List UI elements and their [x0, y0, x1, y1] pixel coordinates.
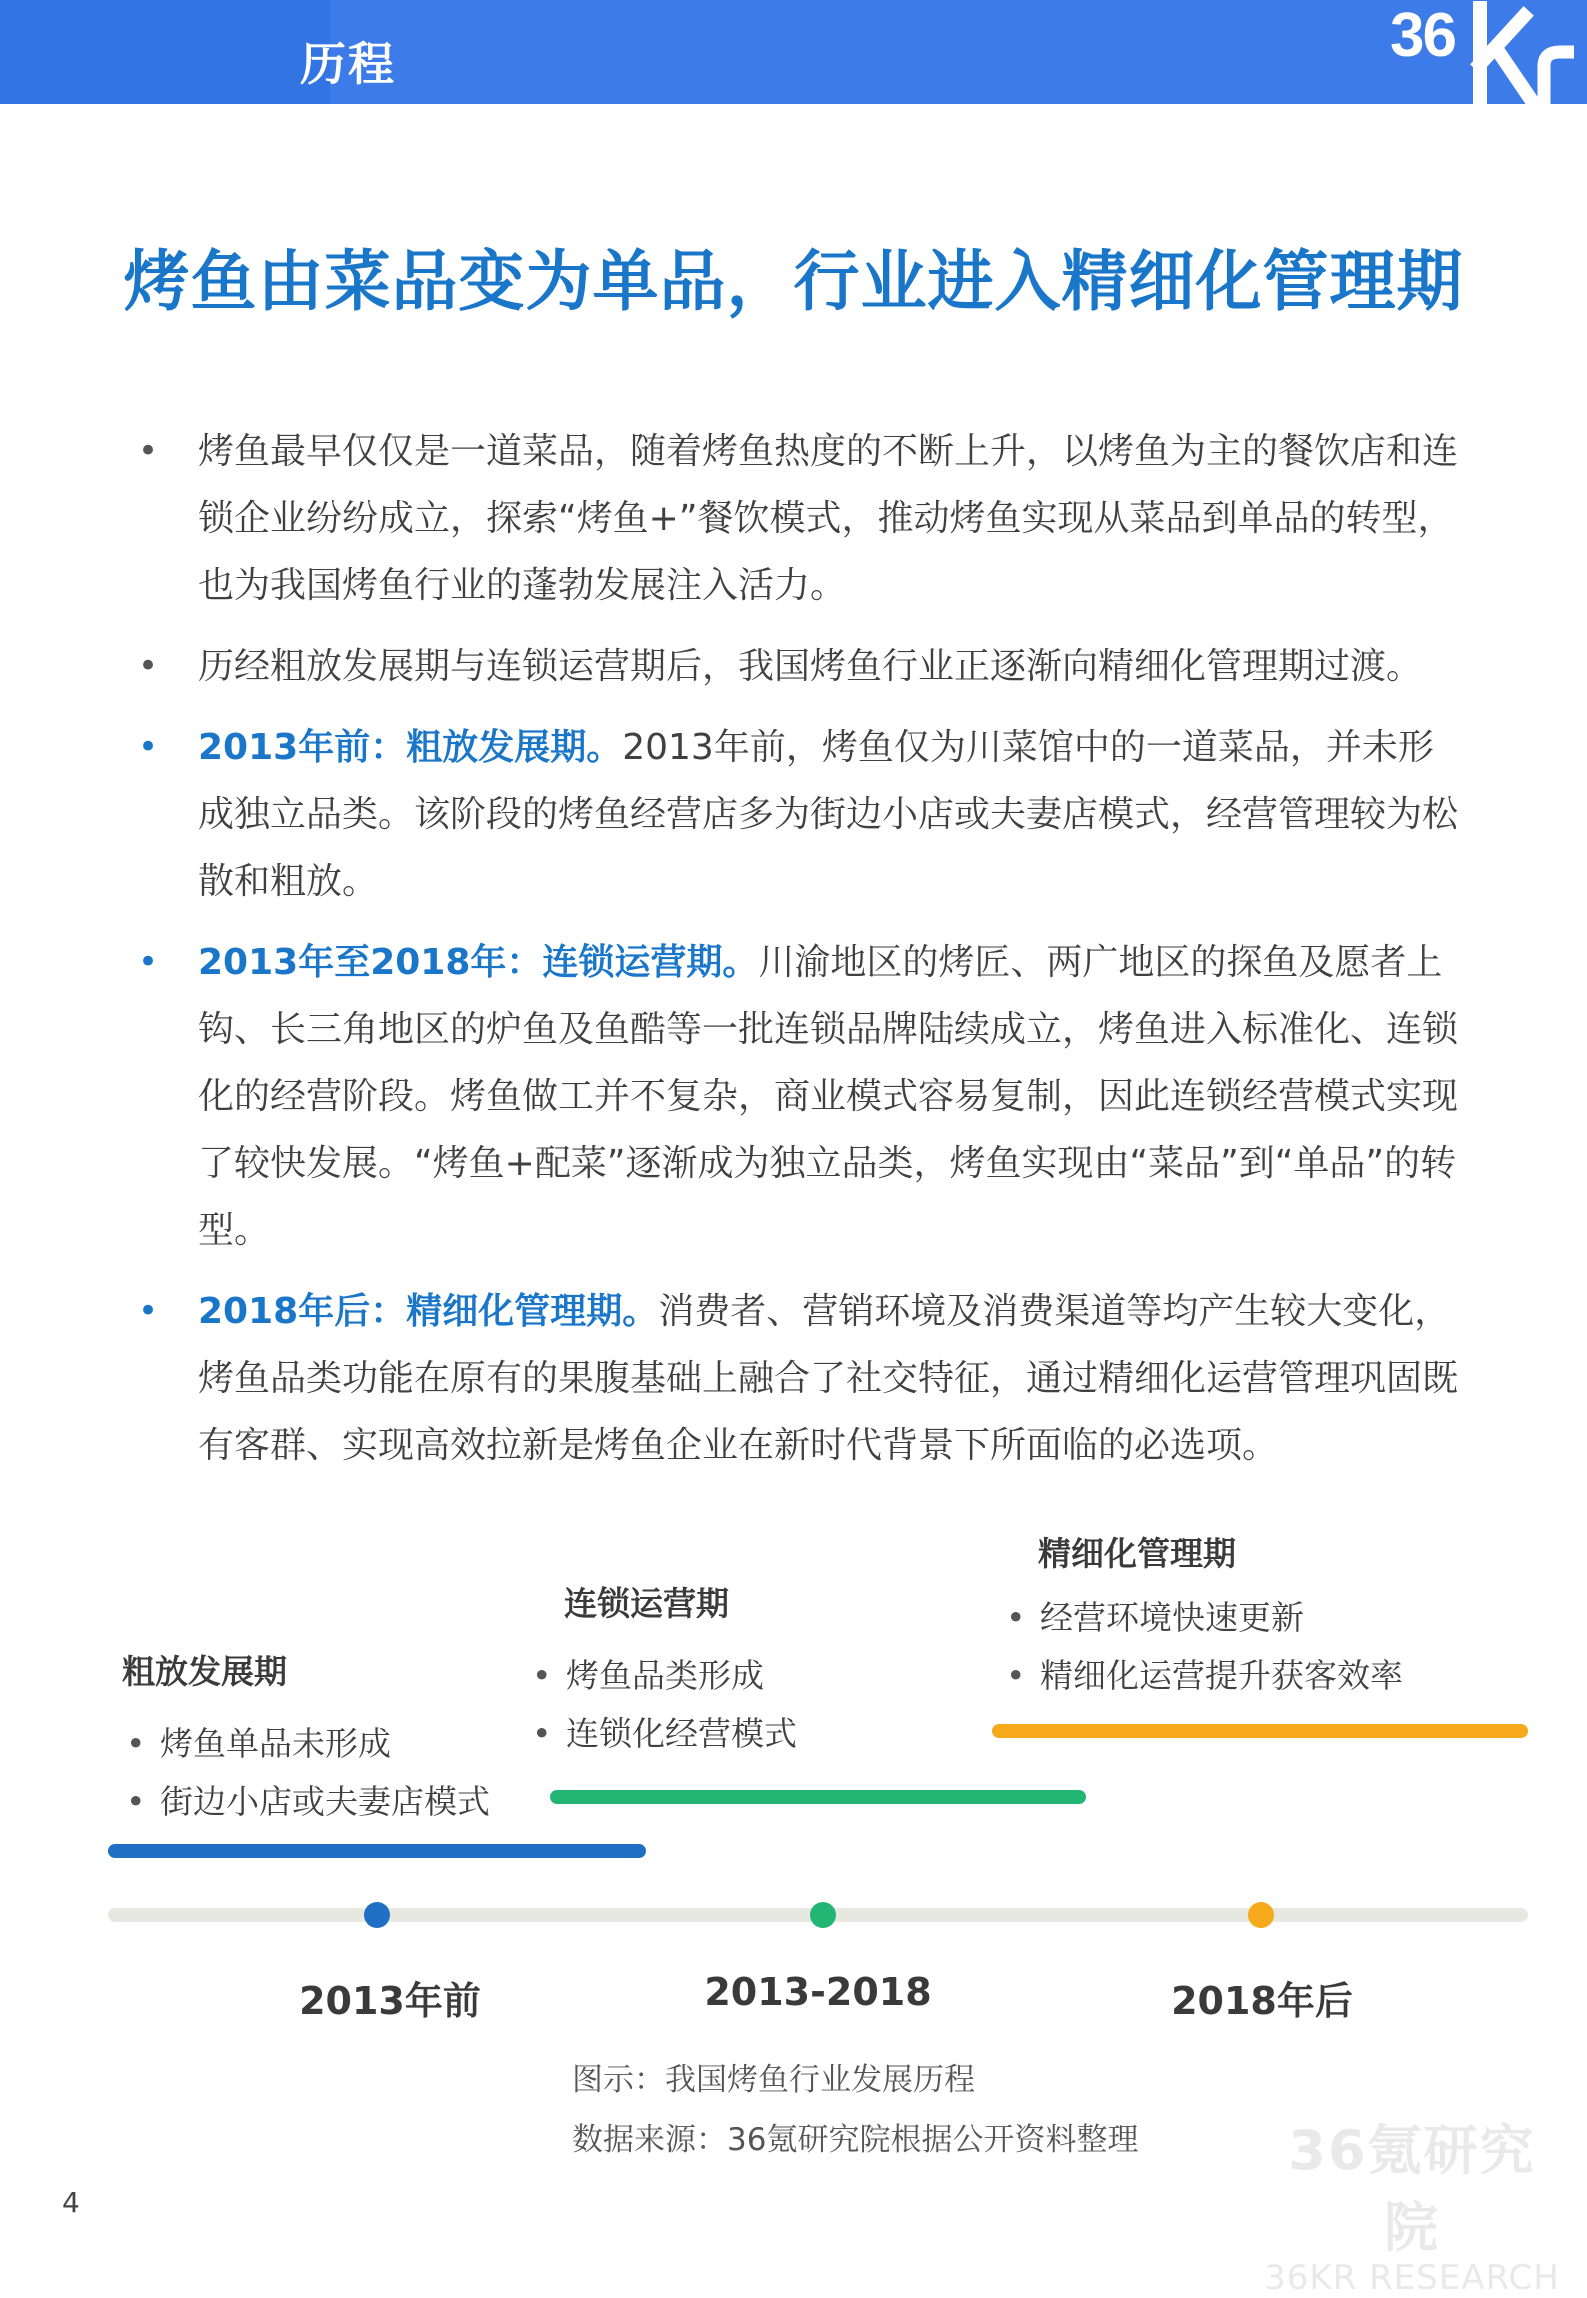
- stage-point-text: 精细化运营提升获客效率: [1040, 1656, 1403, 1695]
- bullet-lead: 2018年后：精细化管理期。: [198, 1291, 659, 1332]
- timeline-label: 2013年前: [299, 1979, 481, 2023]
- bullet-dot-icon: •: [532, 1714, 552, 1753]
- stage-point: [1002, 1589, 1403, 1647]
- stage-chain: [528, 1578, 797, 1763]
- bullet-text: 消费者、营销环境及消费渠道等均产生较大变化，烤鱼品类功能在原有的果腹基础上融合了社交特征，通过精细化运营管理巩固既有客群、实现高效拉新是烤鱼企业在新时代背景下所面临的必选项。: [198, 1291, 1459, 1466]
- bullet-dot-icon: •: [138, 1291, 159, 1331]
- bullet-text: 历经粗放发展期与连锁运营期后，我国烤鱼行业正逐渐向精细化管理期过渡。: [198, 646, 1423, 687]
- bullet-dot-icon: •: [138, 727, 159, 767]
- stage-point: [122, 1773, 490, 1831]
- header-band: [0, 0, 1587, 104]
- bullet-dot-icon: •: [1006, 1656, 1026, 1695]
- stage-bar-chain: [550, 1790, 1086, 1804]
- bullet-dot-icon: •: [532, 1656, 552, 1695]
- bullet-dot-icon: •: [126, 1724, 146, 1763]
- stage-bar-refined: [992, 1724, 1528, 1738]
- stage-title: 粗放发展期: [122, 1652, 287, 1691]
- bullet-lead: 2013年至2018年：连锁运营期。: [198, 942, 759, 983]
- timeline-node-2018-after: [1248, 1902, 1274, 1928]
- stage-points: [122, 1715, 490, 1831]
- bullet-item: [134, 633, 1464, 700]
- watermark-en: 36KR RESEARCH: [1264, 2258, 1560, 2298]
- bullet-lead: 2013年前：粗放发展期。: [198, 727, 623, 768]
- timeline-label: 2013-2018: [704, 1970, 932, 2014]
- stage-point-text: 街边小店或夫妻店模式: [160, 1782, 490, 1821]
- timeline-node-2013-2018: [810, 1902, 836, 1928]
- section-title: 历程: [300, 37, 396, 91]
- stage-bar-rough: [108, 1844, 646, 1858]
- watermark-cn: 36氪研究院: [1288, 2119, 1536, 2259]
- bullet-item: [134, 1278, 1464, 1479]
- bullet-dot-icon: •: [138, 431, 159, 471]
- timeline-label: 2018年后: [1171, 1979, 1353, 2023]
- bullet-item: [134, 929, 1464, 1264]
- stage-rough: [122, 1646, 490, 1831]
- stage-refined: [1002, 1528, 1403, 1705]
- bullet-dot-icon: •: [1006, 1598, 1026, 1637]
- stage-title: 精细化管理期: [1038, 1534, 1236, 1573]
- page-number: 4: [62, 2186, 80, 2219]
- bullet-dot-icon: •: [138, 646, 159, 686]
- bullet-item: [134, 418, 1464, 619]
- page-title: 烤鱼由菜品变为单品，行业进入精细化管理期: [123, 243, 1464, 320]
- figure-caption: [572, 2050, 1138, 2170]
- stage-points: [1002, 1589, 1403, 1705]
- stage-point-text: 经营环境快速更新: [1040, 1598, 1304, 1637]
- bullet-dot-icon: •: [126, 1782, 146, 1821]
- stage-title: 连锁运营期: [564, 1584, 729, 1623]
- stage-point-text: 连锁化经营模式: [566, 1714, 797, 1753]
- header-section-tab: [0, 0, 330, 104]
- bullet-item: [134, 714, 1464, 915]
- bullet-dot-icon: •: [138, 942, 159, 982]
- bullet-text: 2013年前，烤鱼仅为川菜馆中的一道菜品，并未形成独立品类。该阶段的烤鱼经营店多为街边小店或夫妻店模式，经营管理较为松散和粗放。: [198, 727, 1459, 902]
- stage-point: [528, 1647, 797, 1705]
- bullet-text: 烤鱼最早仅仅是一道菜品，随着烤鱼热度的不断上升，以烤鱼为主的餐饮店和连锁企业纷纷成立，探索“烤鱼+”餐饮模式，推动烤鱼实现从菜品到单品的转型，也为我国烤鱼行业的蓬勃发展注入活力。: [198, 431, 1459, 606]
- timeline-node-2013-before: [364, 1902, 390, 1928]
- watermark: [1262, 2108, 1562, 2298]
- stage-point-text: 烤鱼品类形成: [566, 1656, 764, 1695]
- bullet-text: 川渝地区的烤匠、两广地区的探鱼及愿者上钩、长三角地区的炉鱼及鱼酷等一批连锁品牌陆续成立，烤鱼进入标准化、连锁化的经营阶段。烤鱼做工并不复杂，商业模式容易复制，因此连锁经营模式实现了较快发展。“烤鱼+配菜”逐渐成为独立品类，烤鱼实现由“菜品”到“单品”的转型。: [198, 942, 1459, 1251]
- 36kr-logo: [1384, 0, 1587, 104]
- stage-points: [528, 1647, 797, 1763]
- caption-source: 数据来源：36氪研究院根据公开资料整理: [572, 2122, 1139, 2158]
- svg-text:36: 36: [1390, 1, 1455, 70]
- stage-point-text: 烤鱼单品未形成: [160, 1724, 391, 1763]
- bullet-list: [134, 418, 1464, 1493]
- stage-point: [1002, 1647, 1403, 1705]
- stage-point: [528, 1705, 797, 1763]
- stage-point: [122, 1715, 490, 1773]
- caption-figure: 图示：我国烤鱼行业发展历程: [572, 2062, 975, 2098]
